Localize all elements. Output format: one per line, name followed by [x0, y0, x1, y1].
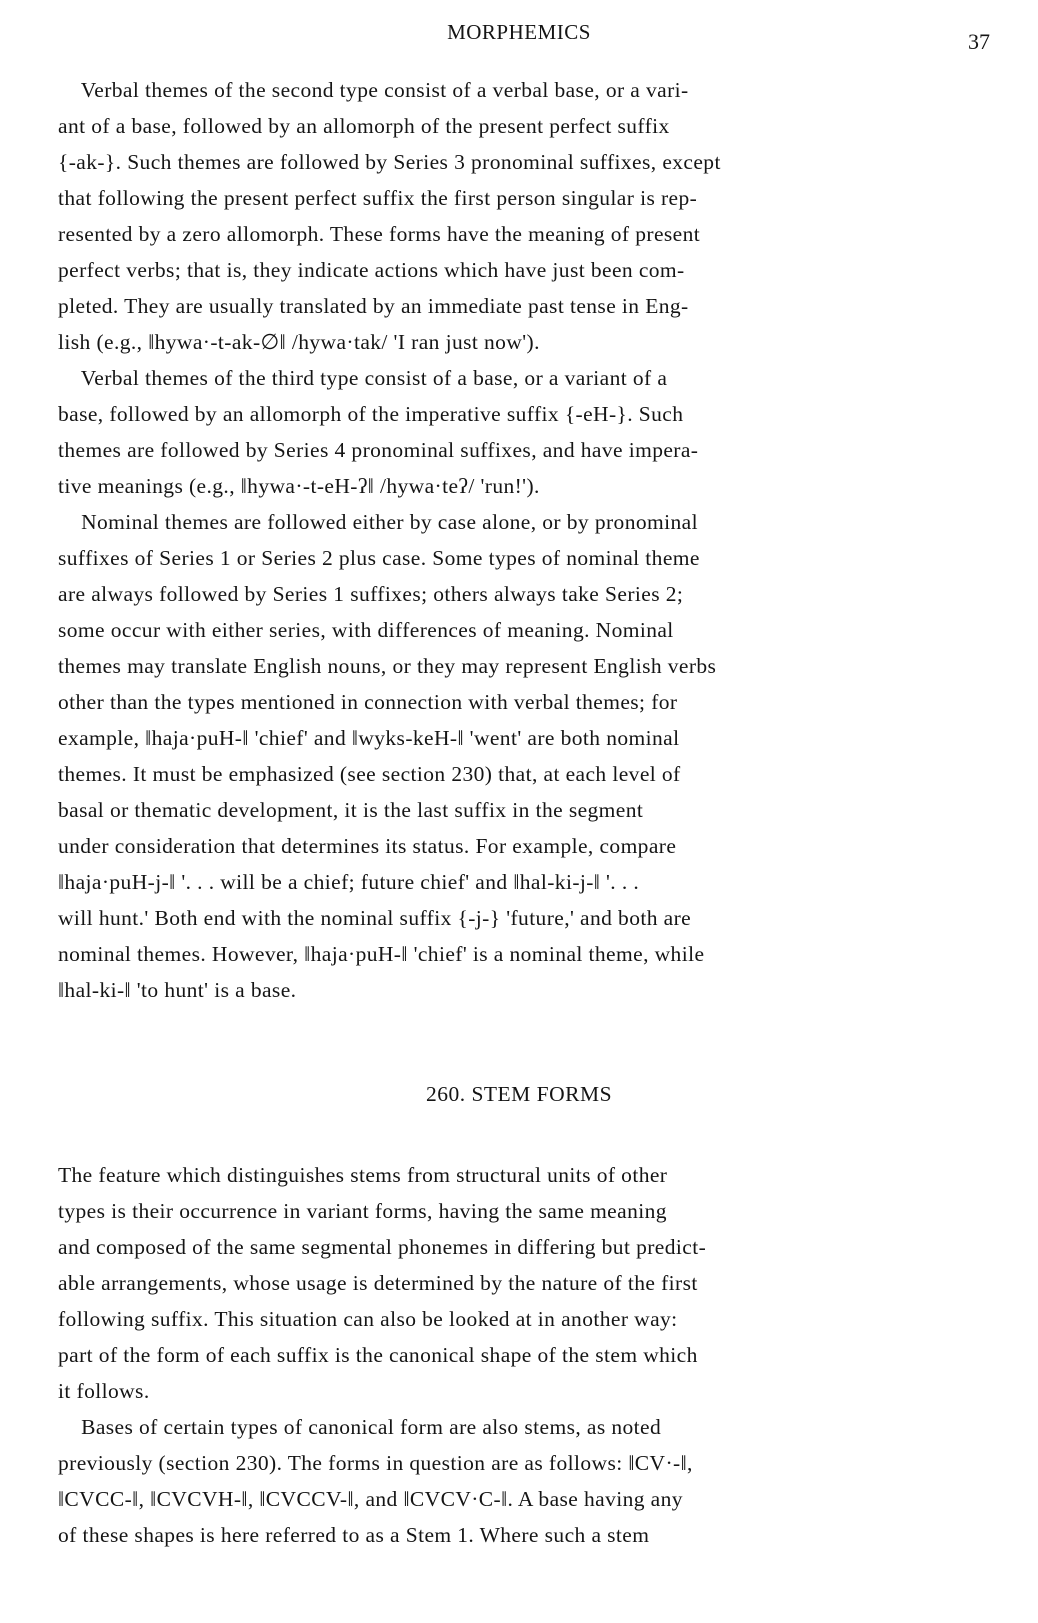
text-line: lish (e.g., ‖hywa·-t-ak-∅‖ /hywa·tak/ 'I ran just now').	[58, 330, 540, 354]
text-line: Verbal themes of the third type consist of a base, or a variant of a	[58, 366, 668, 390]
text-line: previously (section 230). The forms in question are as follows: ‖CV·-‖,	[58, 1451, 693, 1475]
text-line: some occur with either series, with differences of meaning. Nominal	[58, 618, 674, 642]
running-title: MORPHEMICS	[447, 20, 591, 44]
text-line: other than the types mentioned in connection with verbal themes; for	[58, 690, 678, 714]
text-line: that following the present perfect suffix the first person singular is rep-	[58, 186, 698, 210]
text-line: perfect verbs; that is, they indicate actions which have just been com-	[58, 258, 685, 282]
text-line: The feature which distinguishes stems from structural units of other	[58, 1163, 668, 1187]
text-line: ant of a base, followed by an allomorph of the present perfect suffix	[58, 114, 670, 138]
text-line: of these shapes is here referred to as a Stem 1. Where such a stem	[58, 1523, 650, 1547]
text-line: base, followed by an allomorph of the imperative suffix {-eH-}. Such	[58, 402, 684, 426]
text-line: Verbal themes of the second type consist of a verbal base, or a vari-	[58, 78, 689, 102]
text-line: example, ‖haja·puH-‖ 'chief' and ‖wyks-keH-‖ 'went' are both nominal	[58, 726, 680, 750]
text-line: and composed of the same segmental phonemes in differing but predict-	[58, 1235, 707, 1259]
body-text-section-2	[58, 1157, 1010, 1553]
text-line: suffixes of Series 1 or Series 2 plus case. Some types of nominal theme	[58, 546, 700, 570]
text-line: nominal themes. However, ‖haja·puH-‖ 'chief' is a nominal theme, while	[58, 942, 705, 966]
text-line: are always followed by Series 1 suffixes; others always take Series 2;	[58, 582, 684, 606]
text-line: themes may translate English nouns, or they may represent English verbs	[58, 654, 717, 678]
section-heading: 260. STEM FORMS	[425, 1082, 613, 1106]
text-line: pleted. They are usually translated by an immediate past tense in Eng-	[58, 294, 689, 318]
text-line: types is their occurrence in variant forms, having the same meaning	[58, 1199, 667, 1223]
text-line: Bases of certain types of canonical form are also stems, as noted	[58, 1415, 662, 1439]
page-number: 37	[968, 29, 990, 54]
text-line: able arrangements, whose usage is determined by the nature of the first	[58, 1271, 698, 1295]
text-line: following suffix. This situation can also be looked at in another way:	[58, 1307, 678, 1331]
text-line: tive meanings (e.g., ‖hywa·-t-eH-ʔ‖ /hywa·teʔ/ 'run!').	[58, 474, 540, 498]
text-line: resented by a zero allomorph. These forms have the meaning of present	[58, 222, 701, 246]
text-line: Nominal themes are followed either by case alone, or by pronominal	[58, 510, 698, 534]
text-line: part of the form of each suffix is the canonical shape of the stem which	[58, 1343, 698, 1367]
text-line: themes are followed by Series 4 pronominal suffixes, and have impera-	[58, 438, 699, 462]
text-line: under consideration that determines its status. For example, compare	[58, 834, 677, 858]
text-line: it follows.	[58, 1379, 150, 1403]
text-line: basal or thematic development, it is the last suffix in the segment	[58, 798, 644, 822]
body-text-section-1	[58, 72, 1010, 1008]
text-line: themes. It must be emphasized (see section 230) that, at each level of	[58, 762, 681, 786]
text-line: will hunt.' Both end with the nominal suffix {-j-} 'future,' and both are	[58, 906, 692, 930]
text-line: ‖CVCC-‖, ‖CVCVH-‖, ‖CVCCV-‖, and ‖CVCV·C-‖. A base having any	[58, 1487, 683, 1511]
text-line: ‖hal-ki-‖ 'to hunt' is a base.	[58, 978, 297, 1002]
text-line: ‖haja·puH-j-‖ '. . . will be a chief; future chief' and ‖hal-ki-j-‖ '. . .	[58, 870, 640, 894]
text-line: {-ak-}. Such themes are followed by Series 3 pronominal suffixes, except	[58, 150, 721, 174]
